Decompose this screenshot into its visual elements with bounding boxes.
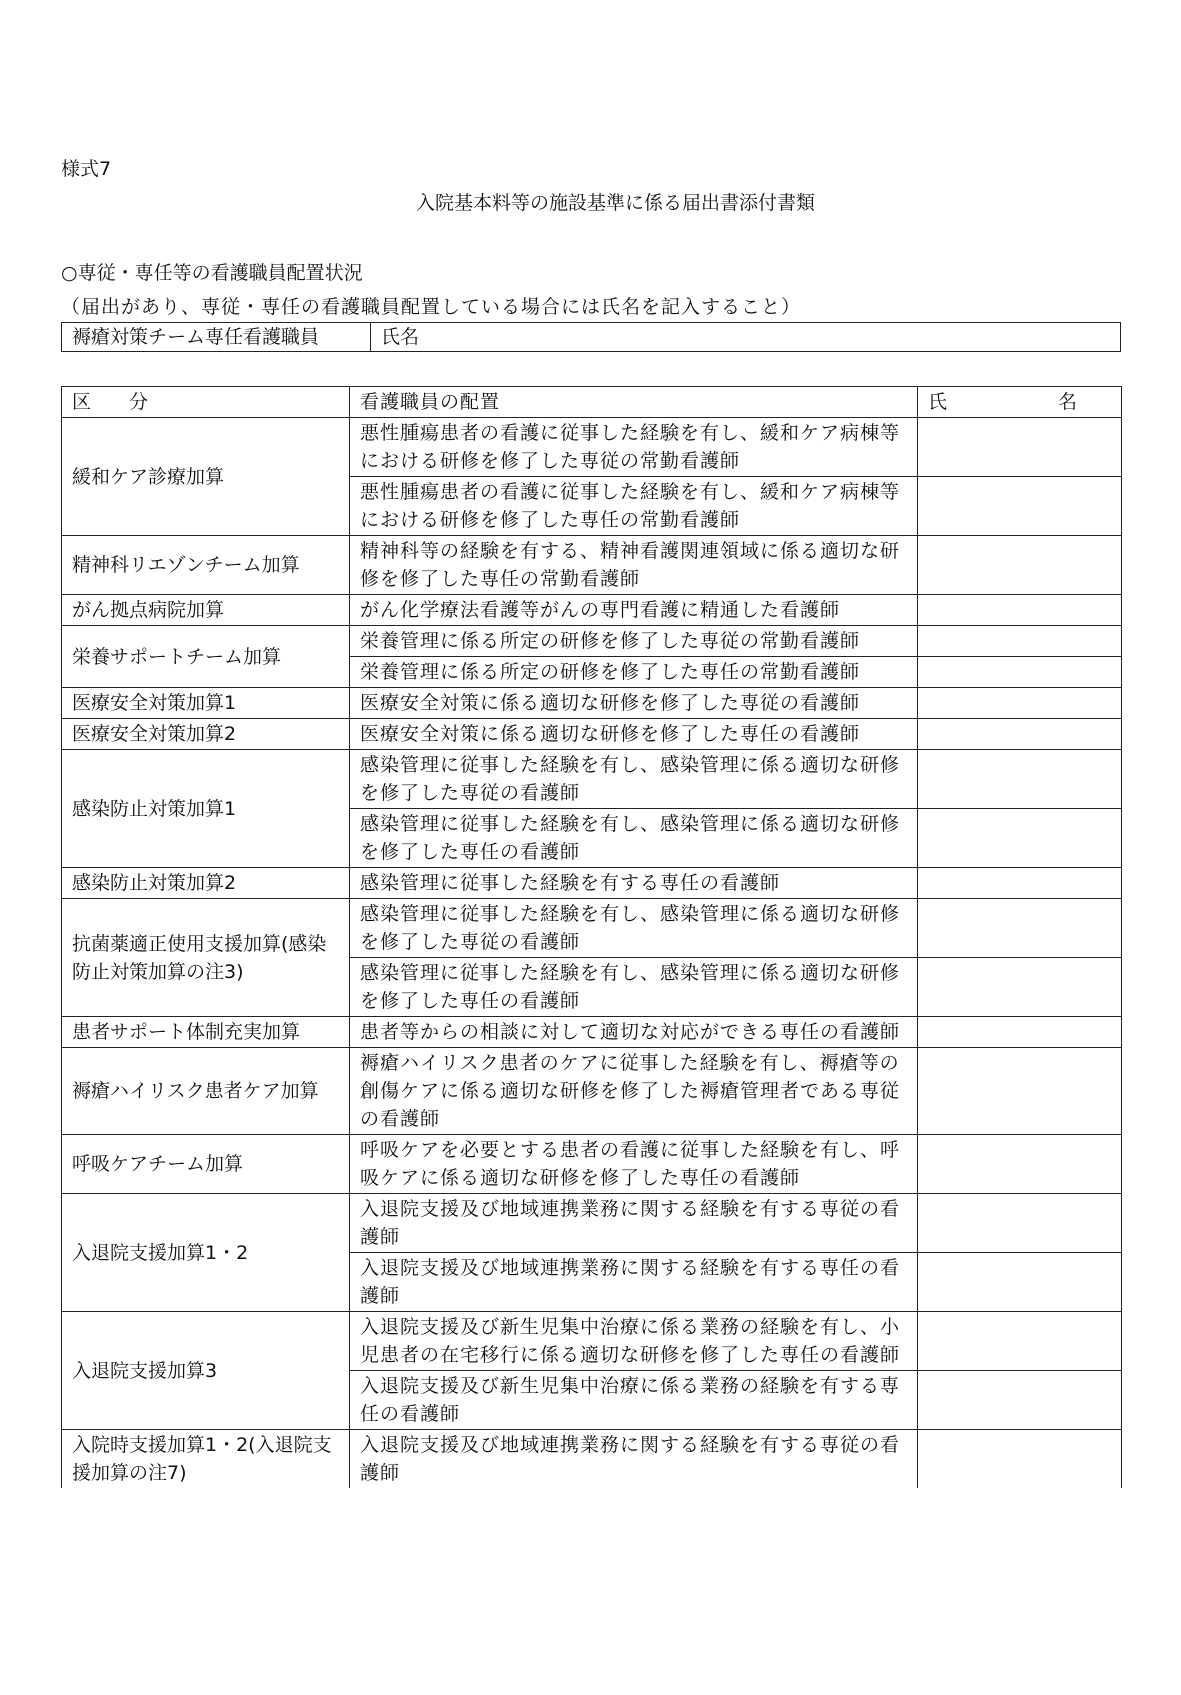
category-cell: 抗菌薬適正使用支援加算(感染防止対策加算の注3)	[62, 899, 350, 1017]
section-note: （届出があり、専従・専任の看護職員配置している場合には氏名を記入すること）	[61, 296, 802, 318]
header-name-1: 氏	[928, 391, 948, 413]
role-cell: 感染管理に従事した経験を有する専任の看護師	[350, 868, 918, 899]
name-entry-cell[interactable]	[918, 477, 1122, 536]
table-row	[62, 626, 1122, 657]
role-cell: がん化学療法看護等がんの専門看護に精通した看護師	[350, 595, 918, 626]
category-cell: 入退院支援加算1・2	[62, 1194, 350, 1312]
name-label: 氏名	[381, 326, 420, 348]
table-header-row	[62, 387, 1122, 418]
role-cell: 感染管理に従事した経験を有し、感染管理に係る適切な研修を修了した専従の看護師	[350, 750, 918, 809]
table-row	[62, 750, 1122, 809]
role-cell: 医療安全対策に係る適切な研修を修了した専従の看護師	[350, 688, 918, 719]
role-cell: 呼吸ケアを必要とする患者の看護に従事した経験を有し、呼吸ケアに係る適切な研修を修了した専任の看護師	[350, 1135, 918, 1194]
role-cell: 悪性腫瘍患者の看護に従事した経験を有し、緩和ケア病棟等における研修を修了した専任の常勤看護師	[350, 477, 918, 536]
category-cell: 入退院支援加算3	[62, 1312, 350, 1430]
role-cell: 栄養管理に係る所定の研修を修了した専従の常勤看護師	[350, 626, 918, 657]
table-row	[62, 1194, 1122, 1253]
pressure-ulcer-team-name-cell[interactable]	[371, 323, 1121, 352]
category-cell: 呼吸ケアチーム加算	[62, 1135, 350, 1194]
name-entry-cell[interactable]	[918, 626, 1122, 657]
form-label: 様式7	[61, 158, 112, 180]
document-title: 入院基本料等の施設基準に係る届出書添付書類	[415, 192, 815, 214]
header-role: 看護職員の配置	[350, 387, 918, 418]
name-entry-cell[interactable]	[918, 657, 1122, 688]
name-entry-cell[interactable]	[918, 868, 1122, 899]
name-entry-cell[interactable]	[918, 750, 1122, 809]
name-entry-cell[interactable]	[918, 1371, 1122, 1430]
name-entry-cell[interactable]	[918, 595, 1122, 626]
role-cell: 感染管理に従事した経験を有し、感染管理に係る適切な研修を修了した専任の看護師	[350, 809, 918, 868]
category-cell: 精神科リエゾンチーム加算	[62, 536, 350, 595]
table-row	[62, 1430, 1122, 1489]
role-cell: 精神科等の経験を有する、精神看護関連領域に係る適切な研修を修了した専任の常勤看護師	[350, 536, 918, 595]
role-cell: 感染管理に従事した経験を有し、感染管理に係る適切な研修を修了した専従の看護師	[350, 899, 918, 958]
table-row	[62, 1135, 1122, 1194]
category-cell: 患者サポート体制充実加算	[62, 1017, 350, 1048]
header-name	[918, 387, 1122, 418]
pressure-ulcer-team-label: 褥瘡対策チーム専任看護職員	[62, 323, 371, 352]
role-cell: 入退院支援及び新生児集中治療に係る業務の経験を有する専任の看護師	[350, 1371, 918, 1430]
name-entry-cell[interactable]	[918, 1194, 1122, 1253]
name-entry-cell[interactable]	[918, 1253, 1122, 1312]
name-entry-cell[interactable]	[918, 1312, 1122, 1371]
table-row	[62, 595, 1122, 626]
table-row	[62, 418, 1122, 477]
staff-allocation-table	[61, 386, 1122, 1488]
table-row	[62, 688, 1122, 719]
name-entry-cell[interactable]	[918, 536, 1122, 595]
table-row	[62, 719, 1122, 750]
category-cell: 入院時支援加算1・2(入退院支援加算の注7)	[62, 1430, 350, 1489]
table-row	[62, 1312, 1122, 1371]
name-entry-cell[interactable]	[918, 899, 1122, 958]
role-cell: 悪性腫瘍患者の看護に従事した経験を有し、緩和ケア病棟等における研修を修了した専従の常勤看護師	[350, 418, 918, 477]
table-row	[62, 899, 1122, 958]
role-cell: 入退院支援及び地域連携業務に関する経験を有する専従の看護師	[350, 1430, 918, 1489]
name-entry-cell[interactable]	[918, 958, 1122, 1017]
name-entry-cell[interactable]	[918, 1430, 1122, 1489]
category-cell: 栄養サポートチーム加算	[62, 626, 350, 688]
section-heading: ○専従・専任等の看護職員配置状況	[61, 262, 363, 284]
category-cell: 緩和ケア診療加算	[62, 418, 350, 536]
pressure-ulcer-team-table	[61, 322, 1121, 352]
category-cell: 感染防止対策加算1	[62, 750, 350, 868]
role-cell: 患者等からの相談に対して適切な対応ができる専任の看護師	[350, 1017, 918, 1048]
category-cell: 褥瘡ハイリスク患者ケア加算	[62, 1048, 350, 1135]
role-cell: 褥瘡ハイリスク患者のケアに従事した経験を有し、褥瘡等の創傷ケアに係る適切な研修を修了した褥瘡管理者である専従の看護師	[350, 1048, 918, 1135]
category-cell: がん拠点病院加算	[62, 595, 350, 626]
name-entry-cell[interactable]	[918, 809, 1122, 868]
role-cell: 入退院支援及び地域連携業務に関する経験を有する専任の看護師	[350, 1253, 918, 1312]
category-cell: 医療安全対策加算2	[62, 719, 350, 750]
name-entry-cell[interactable]	[918, 1048, 1122, 1135]
name-entry-cell[interactable]	[918, 688, 1122, 719]
table-row	[62, 1048, 1122, 1135]
header-category: 区 分	[62, 387, 350, 418]
table-row	[62, 868, 1122, 899]
role-cell: 医療安全対策に係る適切な研修を修了した専任の看護師	[350, 719, 918, 750]
name-entry-cell[interactable]	[918, 1017, 1122, 1048]
name-entry-cell[interactable]	[918, 418, 1122, 477]
table-row	[62, 536, 1122, 595]
role-cell: 栄養管理に係る所定の研修を修了した専任の常勤看護師	[350, 657, 918, 688]
role-cell: 感染管理に従事した経験を有し、感染管理に係る適切な研修を修了した専任の看護師	[350, 958, 918, 1017]
header-name-2: 名	[1057, 391, 1077, 413]
category-cell: 医療安全対策加算1	[62, 688, 350, 719]
name-entry-cell[interactable]	[918, 719, 1122, 750]
category-cell: 感染防止対策加算2	[62, 868, 350, 899]
role-cell: 入退院支援及び新生児集中治療に係る業務の経験を有し、小児患者の在宅移行に係る適切な研修を修了した専任の看護師	[350, 1312, 918, 1371]
role-cell: 入退院支援及び地域連携業務に関する経験を有する専従の看護師	[350, 1194, 918, 1253]
table-row	[62, 1017, 1122, 1048]
name-entry-cell[interactable]	[918, 1135, 1122, 1194]
